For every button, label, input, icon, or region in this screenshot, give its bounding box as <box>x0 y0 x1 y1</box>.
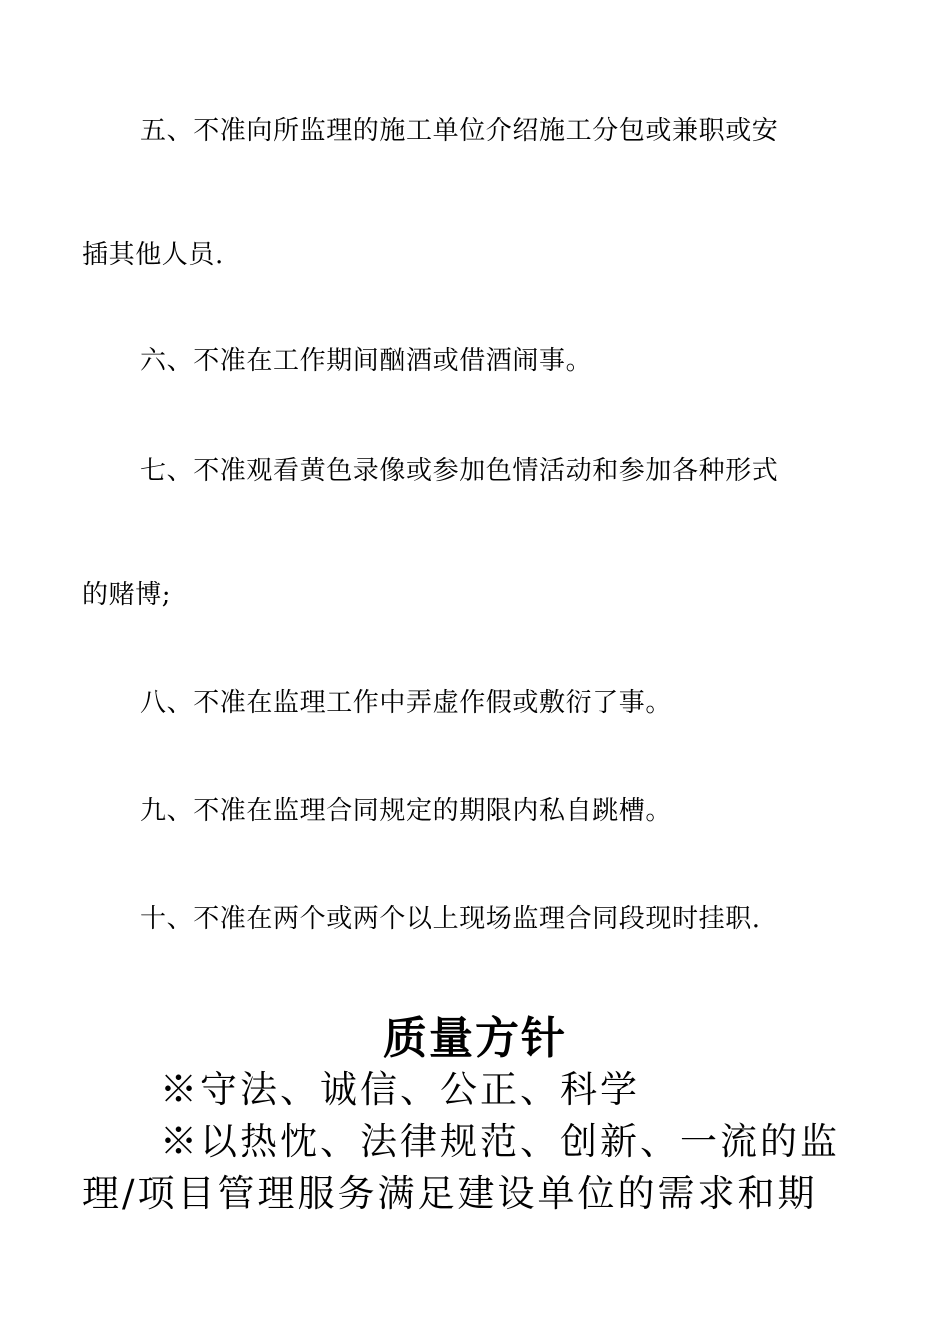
quality-policy-line-1: ※守法、诚信、公正、科学 <box>160 1068 640 1111</box>
rule-7-line-2: 的赌博; <box>82 580 172 610</box>
rule-5-line-1: 五、不准向所监理的施工单位介绍施工分包或兼职或安 <box>140 116 779 146</box>
rule-10: 十、不准在两个或两个以上现场监理合同段现时挂职. <box>140 904 761 934</box>
quality-policy-line-3: 理/项目管理服务满足建设单位的需求和期 <box>82 1172 818 1215</box>
rule-7-line-1: 七、不准观看黄色录像或参加色情活动和参加各种形式 <box>140 456 779 486</box>
rule-5-line-2: 插其他人员. <box>82 240 224 270</box>
rule-8: 八、不准在监理工作中弄虚作假或敷衍了事。 <box>140 688 673 718</box>
quality-policy-line-2: ※以热忱、法律规范、创新、一流的监 <box>160 1120 840 1163</box>
quality-policy-title: 质量方针 <box>383 1013 567 1064</box>
rule-9: 九、不准在监理合同规定的期限内私自跳槽。 <box>140 796 673 826</box>
rule-6: 六、不准在工作期间酗酒或借酒闹事。 <box>140 346 593 376</box>
